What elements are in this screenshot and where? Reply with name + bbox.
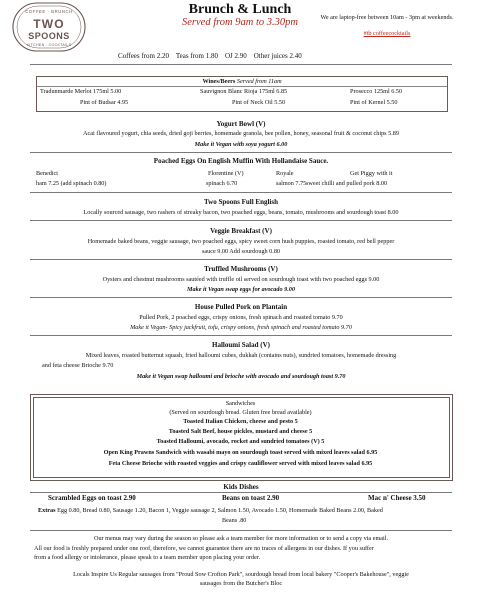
halloumi-salad-desc-2: and feta cheese Brioche 9.70 <box>42 362 114 369</box>
kids-item: Scrambled Eggs on toast 2.90 <box>48 494 136 502</box>
pulled-pork-title: House Pulled Pork on Plantain <box>194 303 288 311</box>
wine-item: Tradunmarde Merlot 175ml 5.00 <box>40 88 122 95</box>
divider <box>30 492 452 493</box>
logo-bottom-text: KITCHEN · COCKTAILS <box>26 43 72 47</box>
truffled-vegan: Make it Vegan swap eggs for avocado 9.00 <box>187 286 295 293</box>
beer-item: Pint of Neck Oil 5.50 <box>232 99 286 106</box>
wines-heading <box>36 78 448 86</box>
divider <box>37 86 447 87</box>
poached-piggy-name: Get Piggy with it <box>350 170 393 177</box>
poached-florentine-desc: spinach 6.70 <box>206 180 238 187</box>
full-english-desc: Locally sourced sausage, two rashers of streaky bacon, two poached eggs, beans, tomato, mushrooms and sourdough toast 8.00 <box>83 209 399 216</box>
sandwiches-note: (Served on sourdough bread. Gluten free bread available) <box>169 409 312 416</box>
veggie-desc: Homemade baked beans, veggie sausage, two poached eggs, spicy sweet corn hush puppies, roasted tomato, red bell pepper <box>87 238 395 245</box>
logo-top-text: COFFEE · BRUNCH <box>25 9 73 14</box>
footer-menu-note: Our menus may vary during the season so please ask a team member for more information or to send a copy via email. <box>94 535 388 542</box>
sandwich-item: Toasted Salt Beef, house pickles, mustard and cheese 5 <box>168 428 313 435</box>
divider <box>30 530 452 531</box>
sandwich-item: Toasted Italian Chicken, cheese and pesto 5 <box>183 418 298 425</box>
kids-item: Beans on toast 2.90 <box>222 494 280 502</box>
extras-line-2: Beans .80 <box>222 517 247 524</box>
divider <box>30 152 452 153</box>
logo-line2: SPOONS <box>28 31 70 41</box>
extras-label: Extras <box>38 507 56 514</box>
divider <box>30 335 452 336</box>
sandwich-item: Open King Prawns Sandwich with wasabi mayo on sourdough toast served with mixed leaves salad 6.95 <box>103 449 378 456</box>
divider <box>30 220 452 221</box>
coffees-price: Coffees from 2.20 <box>118 52 169 60</box>
footer-locals-note: Locals Inspire Us Regular sausages from "Proud Sow Crofton Park", sourdough bread from local bakery "Cooper's Bakehouse", veggie <box>73 571 409 578</box>
poached-title: Poached Eggs On English Muffin With Hollandaise Sauce. <box>153 157 329 165</box>
veggie-title: Veggie Breakfast (V) <box>210 227 272 235</box>
page-title: Brunch & Lunch <box>188 2 292 17</box>
pulled-pork-desc: Pulled Pork, 2 poached eggs, crispy onions, fresh spinach and roasted tomato 9.70 <box>139 314 343 321</box>
juices-price: Other juices 2.40 <box>253 52 302 60</box>
kids-item: Mac n' Cheese 3.50 <box>368 494 426 502</box>
beer-item: Pint of Budsar 4.95 <box>80 99 129 106</box>
halloumi-salad-desc: Mixed leaves, roasted butternut squash, fried halloumi cubes, dukkah (contains nuts), sundried tomatoes, homemade dressing <box>85 352 397 359</box>
poached-florentine-name: Florentine (V) <box>208 170 244 177</box>
hashtag: #tb coffeecocktails <box>363 30 411 37</box>
footer-allergen-note-2: from a food allergy or intolerance, please speak to a team member upon placing your order. <box>34 554 261 561</box>
poached-benedict-desc: ham 7.25 (add spinach 0.80) <box>36 180 107 187</box>
yogurt-desc: Acai flavoured yogurt, chia seeds, dried goji berries, homemade granola, bee pollen, honey, seasonal fruit & coconut chips 5.89 <box>83 130 399 137</box>
poached-benedict-name: Benedict <box>36 170 58 177</box>
full-english-title: Two Spoons Full English <box>204 198 278 206</box>
beer-item: Pint of Kernel 5.50 <box>350 99 398 106</box>
divider <box>30 297 452 298</box>
extras-items: Egg 0.80, Bread 0.80, Sausage 1.20, Bacon 1, Veggie sausage 2, Salmon 1.50, Avocado 1.50, Homemade Baked Beans 2.00, Baked <box>57 507 383 514</box>
two-spoons-logo <box>10 2 88 52</box>
sandwiches-title: Sandwiches <box>225 400 256 407</box>
wines-title: Wines/Beers <box>202 78 236 85</box>
wines-note: Served from 11am <box>236 78 282 85</box>
halloumi-salad-title: Halloumi Salad (V) <box>212 341 270 349</box>
footer-allergen-note: All our food is freshly prepared under one roof, therefore, we cannot guarantee there are no traces of allergens in our dishes. If you suffer <box>34 545 374 552</box>
kids-title: Kids Dishes <box>223 483 259 491</box>
wine-item: Sauvignon Blanc Rioja 175ml 6.85 <box>200 88 288 95</box>
poached-piggy-desc: sweet chilli and pulled pork 8.00 <box>306 180 388 187</box>
drinks-line <box>118 52 448 61</box>
divider <box>30 64 452 65</box>
truffled-desc: Oysters and chestnut mushrooms sautéed with truffle oil served on sourdough toast with two poached eggs 9.00 <box>102 276 380 283</box>
laptop-note: We are laptop-free between 10am - 3pm at weekends. <box>320 14 454 21</box>
pulled-pork-vegan: Make it Vegan- Spicy jackfruit, tofu, crispy onions, fresh spinach and roasted tomato 9.70 <box>130 324 352 331</box>
logo-line1: TWO <box>33 17 65 31</box>
yogurt-vegan: Make it Vegan with soya yogurt 6.00 <box>194 141 288 148</box>
truffled-title: Truffled Mushrooms (V) <box>204 265 278 273</box>
divider <box>30 259 452 260</box>
halloumi-salad-vegan: Make it Vegan swap halloumi and brioche with avocado and sourdough toast 9.70 <box>136 373 346 380</box>
veggie-desc-2: sauce 9.00 Add sourdough 0.80 <box>201 248 281 255</box>
poached-royale-name: Royale <box>276 170 294 177</box>
wine-item: Prosecco 125ml 6.50 <box>350 88 403 95</box>
poached-royale-desc: salmon 7.75 <box>276 180 307 187</box>
extras-line-1 <box>38 507 448 515</box>
sandwich-item: Feta Cheese Brioche with roasted veggies and crispy cauliflower served with mixed leaves salad 6.95 <box>108 460 373 467</box>
yogurt-title: Yogurt Bowl (V) <box>216 120 266 128</box>
sandwich-item: Toasted Halloumi, avocado, rocket and sundried tomatoes (V) 5 <box>156 438 325 445</box>
oj-price: OJ 2.90 <box>224 52 247 60</box>
page-subtitle: Served from 9am to 3.30pm <box>182 17 298 28</box>
footer-locals-note-2: sausages from the Butcher's Bloc <box>199 580 283 587</box>
divider <box>30 192 452 193</box>
teas-price: Teas from 1.80 <box>175 52 218 60</box>
